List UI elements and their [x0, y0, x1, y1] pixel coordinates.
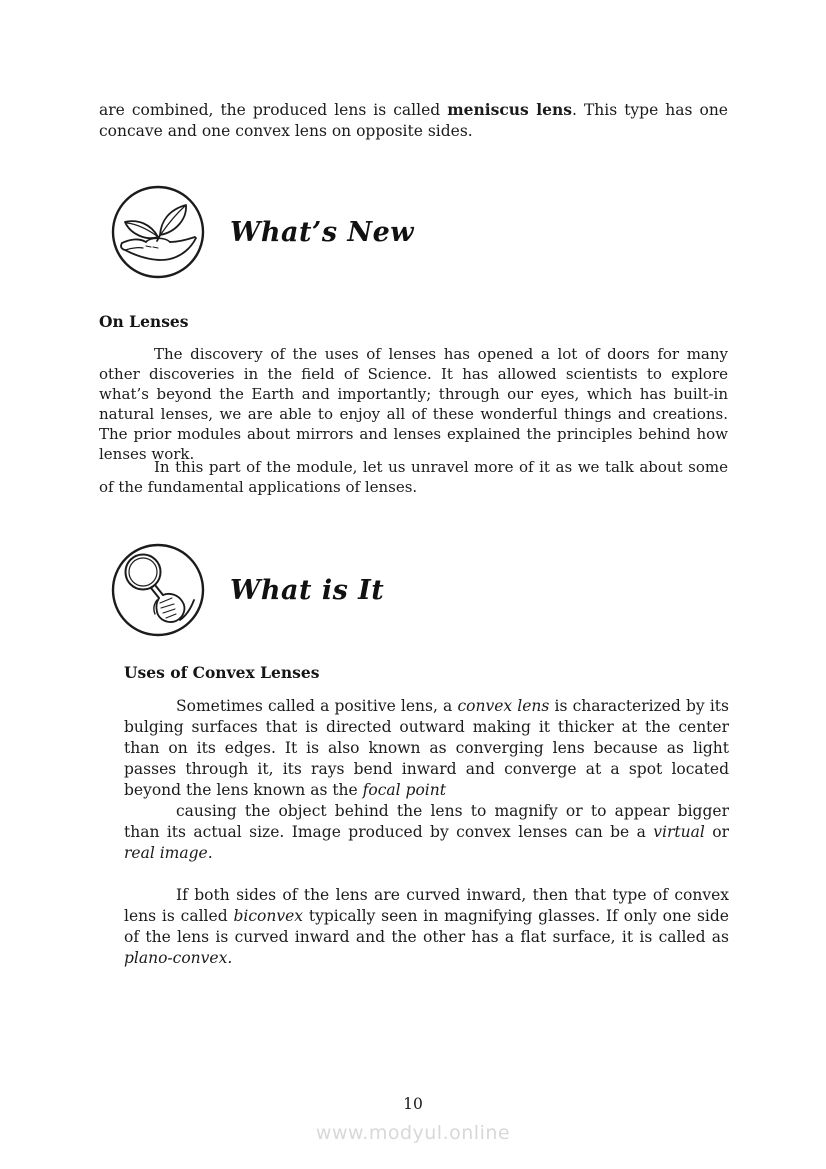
section-header-whats-new: [110, 184, 414, 280]
hand-holding-seedling-icon: [110, 184, 206, 280]
intro-paragraph: are combined, the produced lens is called meniscus lens. This type has one concave and one convex lens on opposite sides.: [99, 100, 728, 140]
on-lenses-heading: On Lenses: [99, 312, 189, 331]
watermark: www.modyul.online: [315, 1122, 511, 1144]
what-is-it-title: What is It: [230, 574, 385, 606]
on-lenses-paragraph-2: In this part of the module, let us unravel more of it as we talk about some of the fundamental applications of lenses.: [99, 458, 728, 496]
whats-new-title: What’s New: [230, 216, 415, 248]
uses-of-convex-lenses-heading: Uses of Convex Lenses: [124, 663, 320, 682]
on-lenses-paragraph-1: The discovery of the uses of lenses has opened a lot of doors for many other discoveries in the field of Science. It has allowed scientists to explore what’s beyond the Earth and importantly; through our eyes, which has built-in natural lenses, we are able to enjoy all of these wonderful things and creations. The prior modules about mirrors and lenses explained the principles behind how lenses work.: [99, 345, 728, 463]
convex-paragraph-3: If both sides of the lens are curved inward, then that type of convex lens is called biconvex typically seen in magnifying glasses. If only one side of the lens is curved inward and the other has a flat surface, it is called as plano-convex.: [124, 886, 729, 967]
convex-paragraph-2: causing the object behind the lens to magnify or to appear bigger than its actual size. Image produced by convex lenses can be a virtual or real image.: [124, 802, 729, 862]
convex-lenses-section: [124, 663, 729, 969]
hand-holding-magnifier-icon: [110, 542, 206, 638]
convex-paragraph-1: Sometimes called a positive lens, a convex lens is characterized by its bulging surfaces that is directed outward making it thicker at the center than on its edges. It is also known as converging lens because as light passes through it, its rays bend inward and converge at a spot located beyond the lens known as the focal point: [124, 697, 729, 799]
section-header-what-is-it: [110, 542, 384, 638]
page-number: 10: [403, 1095, 423, 1113]
